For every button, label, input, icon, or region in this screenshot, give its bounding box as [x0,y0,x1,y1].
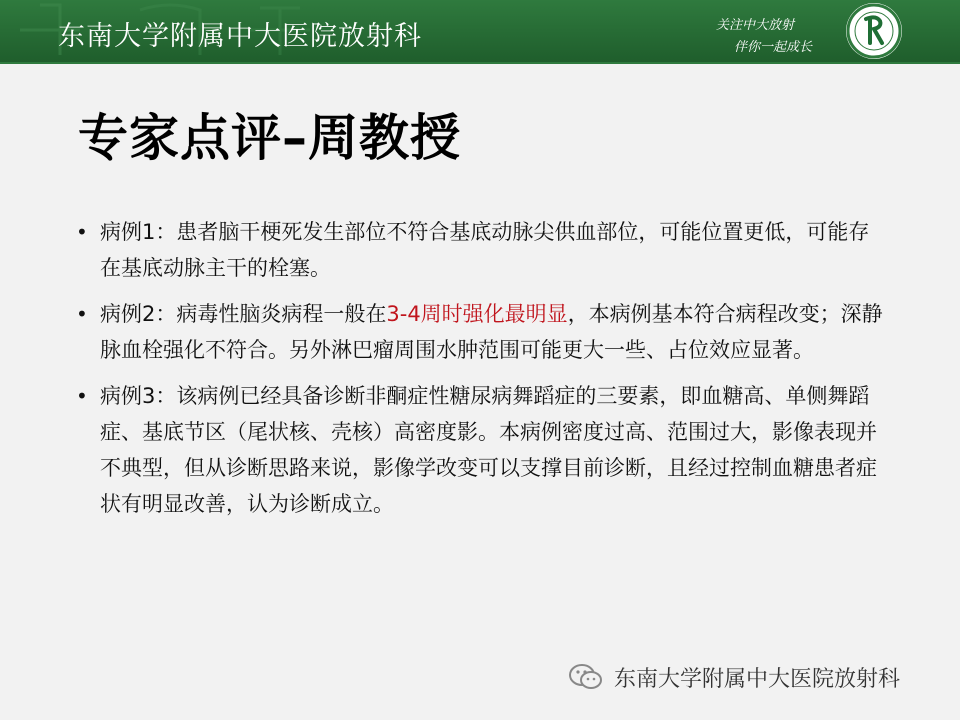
bullet-text: 病例1：患者脑干梗死发生部位不符合基底动脉尖供血部位，可能位置更低，可能存在基底动脉主干的栓塞。 [100,220,870,280]
watermark-text: 东南大学附属中大医院放射科 [614,666,901,692]
bullet-dot: • [76,302,88,326]
bullet-text: 病例2：病毒性脑炎病程一般在 [100,302,387,326]
bullet-dot: • [76,384,88,408]
footer-watermark [566,660,900,694]
bullet-dot: • [76,220,88,244]
hospital-logo [846,3,902,59]
header-divider [0,62,960,64]
slide-title: 专家点评–周教授 [78,109,461,167]
wechat-icon [566,662,606,692]
header-title: 东南大学附属中大医院放射科 [58,21,422,52]
slogan-line-2: 伴你一起成长 [734,40,813,55]
bullet-list [70,214,890,532]
header-banner [0,0,960,62]
bullet-case-1 [70,214,890,286]
bullet-case-2 [70,296,890,368]
highlighted-text: 3-4周时强化最明显 [386,302,568,326]
bullet-text: 病例3：该病例已经具备诊断非酮症性糖尿病舞蹈症的三要素，即血糖高、单侧舞蹈症、基底节区（尾状核、壳核）高密度影。本病例密度过高、范围过大，影像表现并不典型，但从诊断思路来说，影像学改变可以支撑目前诊断，且经过控制血糖患者症状有明显改善，认为诊断成立。 [100,384,877,516]
slogan-line-1: 关注中大放射 [716,18,795,33]
bullet-text-continued: ，本病例基本符合病程改变；深静脉血栓强化不符合。另外淋巴瘤周围水肿范围可能更大一些、占位效应显著。 [100,302,883,362]
bullet-case-3 [70,378,890,522]
